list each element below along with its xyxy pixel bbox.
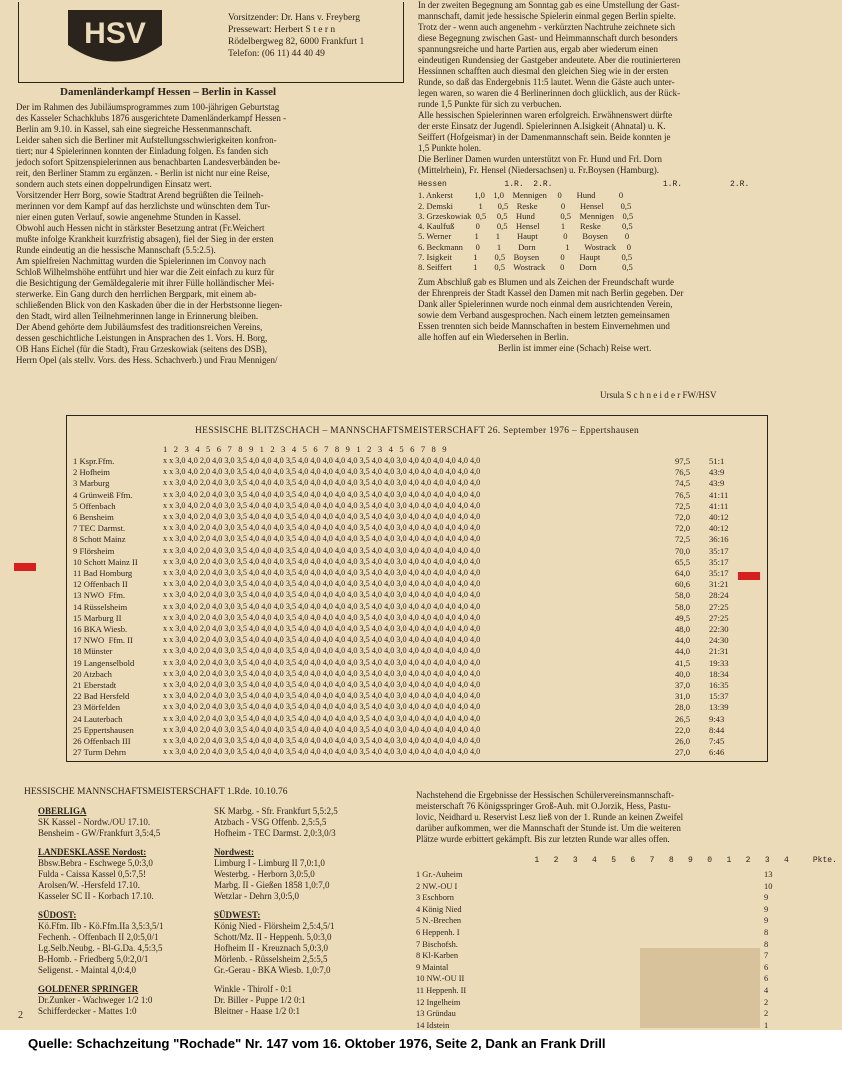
- result-row: 1. Ankerst 1,0 1,0 Mennigen 0 Hund 0: [418, 190, 624, 201]
- hmm-line: Kö.Ffm. IIb - Kö.Ffm.IIa 3,5:3,5/1: [38, 921, 164, 931]
- hmm-line: Westerbg. - Herborn 3,0:5,0: [214, 869, 315, 879]
- kspr-points: 8: [764, 939, 769, 949]
- article-line: sterwerke. Ein Gang durch den herrlichen Bergpark, mit einem ab-: [16, 289, 257, 299]
- article-line: Herrn Opel (als stellv. Vors. des Hess. Schachverb.) und Frau Mennigen/: [16, 355, 278, 365]
- article-line: Seiffert (Hofgeismar) in der Damenmannschaft sein. Beide konnten je: [418, 132, 671, 142]
- hmm-section: [214, 847, 329, 902]
- article-line: jedoch sofort Spitzenspielerinnen aus benachbarten Landesverbänden be-: [16, 157, 281, 167]
- blitz-cells: x x 3,0 4,0 2,0 4,0 3,0 3,5 4,0 4,0 4,0 3,5 4,0 4,0 4,0 4,0 4,0 3,5 4,0 4,0 3,0 4,0 4,0 4,0 4,0 4,0 4,0: [163, 680, 481, 689]
- hmm-line: König Nied - Flörsheim 2,5:4,5/1: [214, 921, 335, 931]
- kspr-intro-line: darüber aufkommen, wer die Mannschaft der Stunde ist. Um die weiteren: [416, 823, 681, 833]
- blitz-cells: x x 3,0 4,0 2,0 4,0 3,0 3,5 4,0 4,0 4,0 3,5 4,0 4,0 4,0 4,0 4,0 3,5 4,0 4,0 3,0 4,0 4,0 4,0 4,0 4,0 4,0: [163, 568, 481, 577]
- blitz-cells: x x 3,0 4,0 2,0 4,0 3,0 3,5 4,0 4,0 4,0 3,5 4,0 4,0 4,0 4,0 4,0 3,5 4,0 4,0 3,0 4,0 4,0 4,0 4,0 4,0 4,0: [163, 590, 481, 600]
- kspr-points: 9: [764, 893, 769, 903]
- blitz-cells: x x 3,0 4,0 2,0 4,0 3,0 3,5 4,0 4,0 4,0 3,5 4,0 4,0 4,0 4,0 4,0 3,5 4,0 4,0 3,0 4,0 4,0 4,0 4,0 4,0 4,0: [163, 691, 481, 701]
- hmm-line: Fechenh. - Offenbach II 2,0:5,0/1: [38, 932, 159, 942]
- blitz-score: 19:33: [709, 657, 729, 668]
- article-line: alle hoffen auf ein Wiedersehen in Berlin.: [418, 331, 569, 342]
- hmm-line: Dr. Biller - Puppe 1/2 0:1: [214, 995, 306, 1005]
- article-line: Berlin am 9.10. in Kassel, sah eine siegreiche Hessenmannschaft.: [16, 124, 252, 134]
- hmm-title: HESSISCHE MANNSCHAFTSMEISTERSCHAFT 1.Rde. 10.10.76: [24, 787, 288, 797]
- article-line: sondern auch stets einen doppelrundigen Einsatz wert.: [16, 179, 212, 189]
- blitz-score: 41:11: [709, 500, 729, 511]
- blitz-cells: x x 3,0 4,0 2,0 4,0 3,0 3,5 4,0 4,0 4,0 3,5 4,0 4,0 4,0 4,0 4,0 3,5 4,0 4,0 3,0 4,0 4,0 4,0 4,0 4,0 4,0: [163, 624, 481, 633]
- blitz-points: 41,5: [675, 657, 691, 668]
- blitz-score: 15:37: [709, 691, 729, 702]
- article-line: spannungsreiche und harte Partien aus, ergab aber wiederum einen: [418, 44, 658, 54]
- blitz-team: 22 Bad Hersfeld: [73, 691, 130, 702]
- hmm-line: SK Kassel - Nordw./OU 17.10.: [38, 817, 151, 827]
- blitz-points: 60,6: [675, 579, 691, 590]
- article-line: schließenden Blick von den Kaskaden über die in der Herbstsonne liegen-: [16, 300, 283, 310]
- kspr-intro-line: Nachstehend die Ergebnisse der Hessischen Schülervereinsmannschaft-: [416, 790, 674, 800]
- blitz-points: 70,0: [675, 545, 691, 556]
- hmm-line: Schifferdecker - Mattes 1:0: [38, 1006, 137, 1016]
- blitz-score: 8:44: [709, 724, 725, 735]
- article-line: Hessinnen schafften auch diesmal den gleichen Sieg wie in der ersten: [418, 66, 669, 76]
- result-row: 8. Seiffert 1 0,5 Wostrack 0 Dorn 0,5: [418, 262, 633, 273]
- blitz-cells: x x 3,0 4,0 2,0 4,0 3,0 3,5 4,0 4,0 4,0 3,5 4,0 4,0 4,0 4,0 4,0 3,5 4,0 4,0 3,0 4,0 4,0 4,0 4,0 4,0 4,0: [163, 646, 481, 656]
- blitz-cells: x x 3,0 4,0 2,0 4,0 3,0 3,5 4,0 4,0 4,0 3,5 4,0 4,0 4,0 4,0 4,0 3,5 4,0 4,0 3,0 4,0 4,0 4,0 4,0 4,0 4,0: [163, 635, 481, 645]
- blitz-score: 43:9: [709, 467, 725, 478]
- blitz-team: 16 BKA Wiesb.: [73, 624, 128, 634]
- result-row: 4. Kaulfuß 0 0,5 Hensel 1 Reske 0,5: [418, 221, 633, 232]
- blitz-score: 9:43: [709, 713, 725, 724]
- blitz-points: 44,0: [675, 635, 691, 646]
- article-line: tiert; nur 4 Spielerinnen konnten der Einladung folgen. Es fanden sich: [16, 146, 269, 156]
- blitz-cells: x x 3,0 4,0 2,0 4,0 3,0 3,5 4,0 4,0 4,0 3,5 4,0 4,0 4,0 4,0 4,0 3,5 4,0 4,0 3,0 4,0 4,0 4,0 4,0 4,0 4,0: [163, 523, 481, 533]
- blitz-cells: x x 3,0 4,0 2,0 4,0 3,0 3,5 4,0 4,0 4,0 3,5 4,0 4,0 4,0 4,0 4,0 3,5 4,0 4,0 3,0 4,0 4,0 4,0 4,0 4,0 4,0: [163, 489, 481, 499]
- kspr-points: 2: [764, 1009, 769, 1019]
- article-line: Dank aller Spielerinnen wurde noch einmal dem ausrichtenden Verein,: [418, 298, 673, 309]
- kspr-points: 7: [764, 951, 769, 961]
- kspr-team: 7 Bischofsh.: [416, 939, 458, 949]
- paper-shadow: [640, 948, 760, 1028]
- blitz-score: 35:17: [709, 556, 729, 567]
- blitz-points: 72,0: [675, 512, 691, 522]
- page-number: 2: [18, 1010, 23, 1021]
- kspr-team: 14 Idstein: [416, 1020, 450, 1030]
- kspr-team: 13 Gründau: [416, 1009, 456, 1019]
- hmm-section-title: OBERLIGA: [38, 806, 87, 816]
- article-line: Der Abend gehörte dem Jubiläumsfest des traditionsreichen Vereins,: [16, 322, 263, 332]
- blitz-points: 40,0: [675, 668, 691, 679]
- kspr-points: 1: [764, 1020, 769, 1030]
- blitz-points: 76,5: [675, 489, 691, 500]
- blitz-team: 1 Kspr.Ffm.: [73, 456, 115, 466]
- source-caption: Quelle: Schachzeitung "Rochade" Nr. 147 vom 16. Oktober 1976, Seite 2, Dank an Frank Drill: [28, 1036, 606, 1051]
- blitz-cells: x x 3,0 4,0 2,0 4,0 3,0 3,5 4,0 4,0 4,0 3,5 4,0 4,0 4,0 4,0 4,0 3,5 4,0 4,0 3,0 4,0 4,0 4,0 4,0 4,0 4,0: [163, 500, 481, 510]
- blitz-team: 21 Eberstadt: [73, 680, 117, 690]
- blitz-team: 2 Hofheim: [73, 467, 110, 478]
- kspr-team: 3 Eschborn: [416, 893, 454, 903]
- blitz-team: 7 TEC Darmst.: [73, 523, 126, 534]
- hmm-line: Gr.-Gerau - BKA Wiesb. 1,0:7,0: [214, 965, 331, 975]
- blitz-points: 65,5: [675, 556, 691, 567]
- article-line: Trotz der - wenn auch angenehm - verkürzten Nachtruhe zeichnete sich: [418, 22, 676, 32]
- article-line: den Stadt, wird allen Teilnehmerinnen lange in Erinnerung bleiben.: [16, 311, 259, 321]
- article-line: 1,5 Punkte holen.: [418, 143, 481, 153]
- blitz-team: 10 Schott Mainz II: [73, 556, 138, 567]
- hmm-section: [38, 806, 160, 839]
- hmm-section: [38, 984, 152, 1017]
- blitz-score: 40:12: [709, 523, 729, 534]
- hmm-line: Atzbach - VSG Offenb. 2,5:5,5: [214, 817, 327, 827]
- article-line: die Besichtigung der Gemäldegalerie mit ihrer Fülle holländischer Mei-: [16, 278, 275, 288]
- article-line: sowie dem Verband ausgesprochen. Nach einem letzten gemeinsamen: [418, 309, 670, 320]
- blitz-cells: x x 3,0 4,0 2,0 4,0 3,0 3,5 4,0 4,0 4,0 3,5 4,0 4,0 4,0 4,0 4,0 3,5 4,0 4,0 3,0 4,0 4,0 4,0 4,0 4,0 4,0: [163, 467, 481, 477]
- article-line: merinnen vor dem Kampf auf das herzlichste und wünschten dem Tur-: [16, 201, 271, 211]
- blitz-points: 74,5: [675, 478, 691, 489]
- blitz-team: 25 Eppertshausen: [73, 724, 134, 735]
- hmm-line: Limburg I - Limburg II 7,0:1,0: [214, 858, 325, 868]
- hmm-section-title: Nordwest:: [214, 847, 254, 857]
- article-line: Leider sahen sich die Berliner mit Aufstellungsschwierigkeiten konfron-: [16, 135, 277, 145]
- blitz-team: 17 NWO Ffm. II: [73, 635, 133, 646]
- address-line: Vorsitzender: Dr. Hans v. Freyberg: [228, 13, 361, 23]
- blitz-score: 13:39: [709, 702, 729, 713]
- article-line: Schloß Wilhelmshöhe entführt und hier war die Zeit einfach zu kurz für: [16, 267, 275, 277]
- article-line: Am spielfreien Nachmittag wurden die Spielerinnen im Convoy nach: [16, 256, 266, 266]
- kspr-intro: [416, 790, 826, 845]
- article-column-right: [418, 0, 828, 354]
- blitz-cells: x x 3,0 4,0 2,0 4,0 3,0 3,5 4,0 4,0 4,0 3,5 4,0 4,0 4,0 4,0 4,0 3,5 4,0 4,0 3,0 4,0 4,0 4,0 4,0 4,0 4,0: [163, 724, 481, 734]
- blitz-score: 28:24: [709, 590, 729, 601]
- kspr-header: 1 2 3 4 5 6 7 8 9 0 1 2 3 4 Pkte.: [496, 856, 837, 865]
- result-row: 3. Grzeskowiak 0,5 0,5 Hund 0,5 Mennigen 0,5: [418, 210, 634, 221]
- hmm-section: [214, 806, 338, 839]
- blitz-team: 3 Marburg: [73, 478, 110, 489]
- article-line: Essen trennten sich beide Mannschaften in bestem Einvernehmen und: [418, 320, 670, 331]
- article-line: In der zweiten Begegnung am Sonntag gab es eine Umstellung der Gast-: [418, 0, 680, 10]
- hmm-line: Mörlenb. - Rüsselsheim 2,5:5,5: [214, 954, 328, 964]
- blitz-cells: x x 3,0 4,0 2,0 4,0 3,0 3,5 4,0 4,0 4,0 3,5 4,0 4,0 4,0 4,0 4,0 3,5 4,0 4,0 3,0 4,0 4,0 4,0 4,0 4,0 4,0: [163, 512, 481, 521]
- result-row: 5. Werner 1 1 Haupt 0 Boysen 0: [418, 231, 630, 242]
- hmm-line: Bensheim - GW/Frankfurt 3,5:4,5: [38, 828, 161, 838]
- blitz-column-header: 1 2 3 4 5 6 7 8 9 1 2 3 4 5 6 7 8 9 1 2 3 4 5 6 7 8 9: [163, 444, 447, 454]
- hmm-line: Marbg. II - Gießen 1858 1,0:7,0: [214, 880, 330, 890]
- kspr-points: 13: [764, 870, 773, 879]
- kspr-points: 9: [764, 904, 769, 914]
- kspr-intro-line: Plätze wurde erbittert gekämpft. Bis zur letzten Runde war alles offen.: [416, 834, 670, 844]
- blitz-score: 43:9: [709, 478, 725, 489]
- results-header: Hessen 1.R. 2.R. 1.R. 2.R.: [418, 180, 750, 189]
- hmm-line: Hofheim - TEC Darmst. 2,0:3,0/3: [214, 828, 336, 838]
- blitz-points: 97,5: [675, 456, 691, 466]
- hmm-line: Schott/Mz. II - Heppenh. 5,0:3,0: [214, 932, 332, 942]
- hmm-line: Winkle - Thirolf - 0:1: [214, 984, 292, 994]
- kspr-team: 11 Heppenh. II: [416, 986, 467, 995]
- article-line: mannschaft, damit jede hessische Spielerin einmal gegen Berlin spielte.: [418, 11, 676, 21]
- kspr-intro-line: meisterschaft 76 Königsspringer Groß-Auh. mit O.Jorzik, Hess, Pastu-: [416, 801, 671, 811]
- blitz-score: 35:17: [709, 568, 729, 578]
- article-line: Die Berliner Damen wurden unterstützt von Fr. Hund und Frl. Dorn: [418, 154, 662, 164]
- article-title: Damenländerkampf Hessen – Berlin in Kassel: [60, 86, 277, 98]
- kspr-team: 2 NW.-OU I: [416, 881, 458, 891]
- blitz-score: 31:21: [709, 579, 729, 590]
- article-line: (Mittelrhein), Fr. Hensel (Niedersachsen) u. Fr.Boysen (Hamburg).: [418, 165, 660, 175]
- highlight-marker-right: [738, 572, 760, 580]
- blitz-team: 24 Lauterbach: [73, 713, 123, 724]
- blitz-team: 9 Flörsheim: [73, 545, 115, 556]
- blitz-score: 6:46: [709, 747, 725, 758]
- kspr-points: 6: [764, 962, 769, 972]
- kspr-points: 6: [764, 974, 769, 984]
- blitz-points: 72,0: [675, 523, 691, 534]
- blitz-team: 27 Turm Dehrn: [73, 747, 127, 758]
- blitz-team: 6 Bensheim: [73, 512, 114, 522]
- blitz-team: 19 Langenselbold: [73, 657, 135, 668]
- hmm-section-title: LANDESKLASSE Nordost:: [38, 847, 147, 857]
- blitz-score: 41:11: [709, 489, 729, 500]
- kspr-points: 9: [764, 916, 769, 926]
- blitz-points: 58,0: [675, 601, 691, 612]
- article-line: Der im Rahmen des Jubiläumsprogrammes zum 100-jährigen Geburtstag: [16, 102, 280, 112]
- logo-text: HSV: [84, 17, 146, 50]
- hmm-section: [38, 910, 164, 976]
- blitz-team: 11 Bad Homburg: [73, 568, 133, 578]
- blitz-team: 4 Grünweiß Ffm.: [73, 489, 133, 500]
- article-line: mußte infolge Krankheit kurzfristig absagen), fiel der Sieg in der ersten: [16, 234, 274, 244]
- kspr-team: 10 NW.-OU II: [416, 974, 465, 984]
- hmm-line: Kasseler SC II - Korbach 17.10.: [38, 891, 154, 901]
- kspr-points: 10: [764, 881, 773, 891]
- hmm-section-title: SÜDWEST:: [214, 910, 261, 920]
- blitz-points: 72,5: [675, 500, 691, 511]
- blitz-points: 22,0: [675, 724, 691, 735]
- kspr-team: 1 Gr.-Auheim: [416, 870, 463, 879]
- article-line: dessen geschichtliche Leistungen in Ansprachen des 1. Vors. H. Borg,: [16, 333, 268, 343]
- blitz-cells: x x 3,0 4,0 2,0 4,0 3,0 3,5 4,0 4,0 4,0 3,5 4,0 4,0 4,0 4,0 4,0 3,5 4,0 4,0 3,0 4,0 4,0 4,0 4,0 4,0 4,0: [163, 478, 481, 488]
- article-line: Runde, so daß das Endergebnis 11:5 lautet. Wenn die Gäste auch unter-: [418, 77, 675, 87]
- article-line: Runde eindeutig an die hessische Mannschaft (5.5:2.5).: [16, 245, 216, 255]
- blitz-cells: x x 3,0 4,0 2,0 4,0 3,0 3,5 4,0 4,0 4,0 3,5 4,0 4,0 4,0 4,0 4,0 3,5 4,0 4,0 3,0 4,0 4,0 4,0 4,0 4,0 4,0: [163, 702, 481, 712]
- blitz-points: 27,0: [675, 747, 691, 758]
- kspr-points: 2: [764, 997, 769, 1007]
- hmm-line: SK Marbg. - Sfr. Frankfurt 5,5:2,5: [214, 806, 338, 816]
- article-line: Obwohl auch Hessen nicht in stärkster Besetzung antrat (Fr.Weichert: [16, 223, 265, 233]
- kspr-team: 8 Kl-Karben: [416, 951, 459, 961]
- address-line: Rödelbergweg 82, 6000 Frankfurt 1: [228, 37, 365, 47]
- blitz-points: 49,5: [675, 612, 691, 623]
- hmm-line: Dr.Zunker - Wachweger 1/2 1:0: [38, 995, 153, 1005]
- blitz-score: 16:35: [709, 680, 729, 690]
- hmm-section: [38, 847, 154, 902]
- result-row: 6. Beckmann 0 1 Dorn 1 Wostrack 0: [418, 241, 632, 252]
- blitz-team: 8 Schott Mainz: [73, 534, 126, 545]
- article-line: des Kasseler Schachklubs 1876 ausgerichtete Damenländerkampf Hessen -: [16, 113, 287, 123]
- hmm-section-title: SÜDOST:: [38, 910, 77, 920]
- hmm-line: Fulda - Caissa Kassel 0,5:7,5!: [38, 869, 146, 879]
- blitz-score: 7:45: [709, 736, 725, 746]
- signature: Ursula S c h n e i d e r FW/HSV: [600, 390, 717, 400]
- highlight-marker-left: [14, 563, 36, 571]
- blitz-cells: x x 3,0 4,0 2,0 4,0 3,0 3,5 4,0 4,0 4,0 3,5 4,0 4,0 4,0 4,0 4,0 3,5 4,0 4,0 3,0 4,0 4,0 4,0 4,0 4,0 4,0: [163, 579, 481, 589]
- blitz-cells: x x 3,0 4,0 2,0 4,0 3,0 3,5 4,0 4,0 4,0 3,5 4,0 4,0 4,0 4,0 4,0 3,5 4,0 4,0 3,0 4,0 4,0 4,0 4,0 4,0 4,0: [163, 556, 481, 566]
- blitz-score: 35:17: [709, 545, 729, 556]
- address-line: Pressewart: Herbert S t e r n: [228, 25, 336, 35]
- kspr-team: 9 Maintal: [416, 962, 449, 972]
- blitz-points: 44,0: [675, 646, 691, 657]
- blitz-points: 31,0: [675, 691, 691, 702]
- blitz-team: 18 Münster: [73, 646, 113, 657]
- blitz-score: 21:31: [709, 646, 729, 657]
- blitz-cells: x x 3,0 4,0 2,0 4,0 3,0 3,5 4,0 4,0 4,0 3,5 4,0 4,0 4,0 4,0 4,0 3,5 4,0 4,0 3,0 4,0 4,0 4,0 4,0 4,0 4,0: [163, 657, 481, 667]
- blitz-cells: x x 3,0 4,0 2,0 4,0 3,0 3,5 4,0 4,0 4,0 3,5 4,0 4,0 4,0 4,0 4,0 3,5 4,0 4,0 3,0 4,0 4,0 4,0 4,0 4,0 4,0: [163, 456, 481, 465]
- blitz-points: 76,5: [675, 467, 691, 478]
- result-row: 7. Isigkeit 1 0,5 Boysen 0 Haupt 0,5: [418, 252, 633, 263]
- hmm-section: [214, 984, 306, 1017]
- blitz-points: 48,0: [675, 624, 691, 634]
- hmm-line: Wetzlar - Dehrn 3,0:5,0: [214, 891, 299, 901]
- blitz-team: 14 Rüsselsheim: [73, 601, 128, 612]
- article-line: nier einen guten Verlauf, sowie angenehme Stunden in Kassel.: [16, 212, 241, 222]
- hmm-line: Bbsw.Bebra - Eschwege 5,0:3,0: [38, 858, 153, 868]
- result-row: 2. Demski 1 0,5 Reske 0 Hensel 0,5: [418, 200, 632, 211]
- blitz-team: 15 Marburg II: [73, 612, 122, 623]
- blitz-points: 64,0: [675, 568, 691, 578]
- kspr-points: 8: [764, 928, 769, 937]
- article-line: der erste Einsatz der Jugendl. Spielerinnen A.Isigkeit (Ahnatal) u. K.: [418, 121, 666, 131]
- kspr-team: 4 König Nied: [416, 904, 462, 914]
- article-line: Vorsitzender Herr Borg, sowie Stadtrat Arend begrüßten die Teilneh-: [16, 190, 264, 200]
- kspr-intro-line: lovic, Neidhard u. Reservist Lesz ließ von der 1. Runde an keinen Zweifel: [416, 812, 684, 822]
- article-line: legen waren, so waren die 4 Berlinerinnen doch glücklich, aus der Rück-: [418, 88, 681, 98]
- blitz-points: 26,0: [675, 736, 691, 746]
- blitz-team: 26 Offenbach III: [73, 736, 131, 746]
- blitz-points: 28,0: [675, 702, 691, 713]
- blitz-points: 26,5: [675, 713, 691, 724]
- address-block: [228, 12, 364, 60]
- hmm-section: [214, 910, 335, 976]
- hsv-logo: [60, 0, 170, 70]
- blitz-cells: x x 3,0 4,0 2,0 4,0 3,0 3,5 4,0 4,0 4,0 3,5 4,0 4,0 4,0 4,0 4,0 3,5 4,0 4,0 3,0 4,0 4,0 4,0 4,0 4,0 4,0: [163, 612, 481, 622]
- blitz-cells: x x 3,0 4,0 2,0 4,0 3,0 3,5 4,0 4,0 4,0 3,5 4,0 4,0 4,0 4,0 4,0 3,5 4,0 4,0 3,0 4,0 4,0 4,0 4,0 4,0 4,0: [163, 747, 481, 757]
- article-line: reit, den Berliner Stamm zu ergänzen. - Berlin ist nicht nur eine Reise,: [16, 168, 270, 178]
- blitz-score: 22:30: [709, 624, 729, 634]
- article-line: der Ehrenpreis der Stadt Kassel den Damen mit nach Berlin gegeben. Der: [418, 287, 684, 298]
- blitz-cells: x x 3,0 4,0 2,0 4,0 3,0 3,5 4,0 4,0 4,0 3,5 4,0 4,0 4,0 4,0 4,0 3,5 4,0 4,0 3,0 4,0 4,0 4,0 4,0 4,0 4,0: [163, 736, 481, 745]
- blitz-cells: x x 3,0 4,0 2,0 4,0 3,0 3,5 4,0 4,0 4,0 3,5 4,0 4,0 4,0 4,0 4,0 3,5 4,0 4,0 3,0 4,0 4,0 4,0 4,0 4,0 4,0: [163, 713, 481, 723]
- hmm-line: Arolsen/W. -Hersfeld 17.10.: [38, 880, 140, 890]
- hmm-line: Hofheim II - Kreuznach 5,0:3,0: [214, 943, 328, 953]
- article-line: Alle hessischen Spielerinnen waren erfolgreich. Erwähnenswert dürfte: [418, 110, 673, 120]
- blitz-score: 27:25: [709, 601, 729, 612]
- blitz-title: HESSISCHE BLITZSCHACH – MANNSCHAFTSMEISTERSCHAFT 26. September 1976 – Eppertshausen: [194, 426, 640, 436]
- blitz-cells: x x 3,0 4,0 2,0 4,0 3,0 3,5 4,0 4,0 4,0 3,5 4,0 4,0 4,0 4,0 4,0 3,5 4,0 4,0 3,0 4,0 4,0 4,0 4,0 4,0 4,0: [163, 545, 481, 555]
- hmm-section-title: GOLDENER SPRINGER: [38, 984, 139, 994]
- blitz-score: 51:1: [709, 456, 725, 466]
- hmm-line: Bleitner - Haase 1/2 0:1: [214, 1006, 300, 1016]
- article-line: runde 1,5 Punkte für sich zu verbuchen.: [418, 99, 562, 109]
- blitz-cells: x x 3,0 4,0 2,0 4,0 3,0 3,5 4,0 4,0 4,0 3,5 4,0 4,0 4,0 4,0 4,0 3,5 4,0 4,0 3,0 4,0 4,0 4,0 4,0 4,0 4,0: [163, 668, 481, 678]
- address-line: Telefon: (06 11) 44 40 49: [228, 49, 325, 59]
- blitz-team: 13 NWO Ffm.: [73, 590, 126, 601]
- blitz-team: 5 Offenbach: [73, 500, 116, 511]
- article-line: OB Hans Eichel (für die Stadt), Frau Grzeskowiak (seitens des DSB),: [16, 344, 267, 354]
- kspr-team: 12 Ingelheim: [416, 997, 461, 1007]
- kspr-team: 5 N.-Brechen: [416, 916, 462, 926]
- blitz-score: 36:16: [709, 534, 729, 545]
- blitz-points: 72,5: [675, 534, 691, 545]
- blitz-points: 58,0: [675, 590, 691, 601]
- blitz-score: 27:25: [709, 612, 729, 623]
- kspr-team: 6 Heppenh. I: [416, 928, 460, 937]
- blitz-score: 24:30: [709, 635, 729, 646]
- hmm-line: Seligenst. - Maintal 4,0:4,0: [38, 965, 136, 975]
- hmm-line: B-Homb. - Friedberg 5,0:2,0/1: [38, 954, 149, 964]
- blitz-table-box: [66, 415, 768, 762]
- article-line: eindeutigen Rundensieg der Gastgeber andeutete. Aber die routinierteren: [418, 55, 681, 65]
- blitz-cells: x x 3,0 4,0 2,0 4,0 3,0 3,5 4,0 4,0 4,0 3,5 4,0 4,0 4,0 4,0 4,0 3,5 4,0 4,0 3,0 4,0 4,0 4,0 4,0 4,0 4,0: [163, 534, 481, 544]
- article-line: diese Begegnung zwischen Gast- und Heimmannschaft durch besonders: [418, 33, 678, 43]
- blitz-cells: x x 3,0 4,0 2,0 4,0 3,0 3,5 4,0 4,0 4,0 3,5 4,0 4,0 4,0 4,0 4,0 3,5 4,0 4,0 3,0 4,0 4,0 4,0 4,0 4,0 4,0: [163, 601, 481, 611]
- blitz-score: 18:34: [709, 668, 729, 679]
- kspr-points: 4: [764, 986, 769, 995]
- blitz-score: 40:12: [709, 512, 729, 522]
- article-column-left: [16, 102, 400, 366]
- article-line: Zum Abschluß gab es Blumen und als Zeichen der Freundschaft wurde: [418, 276, 674, 287]
- hmm-line: Lg.Selb.Neubg. - Bl-G.Da. 4,5:3,5: [38, 943, 163, 953]
- blitz-team: 20 Atzbach: [73, 668, 112, 679]
- blitz-points: 37,0: [675, 680, 691, 690]
- blitz-team: 23 Mörfelden: [73, 702, 121, 713]
- blitz-team: 12 Offenbach II: [73, 579, 128, 590]
- closing-line: Berlin ist immer eine (Schach) Reise wert.: [498, 342, 652, 353]
